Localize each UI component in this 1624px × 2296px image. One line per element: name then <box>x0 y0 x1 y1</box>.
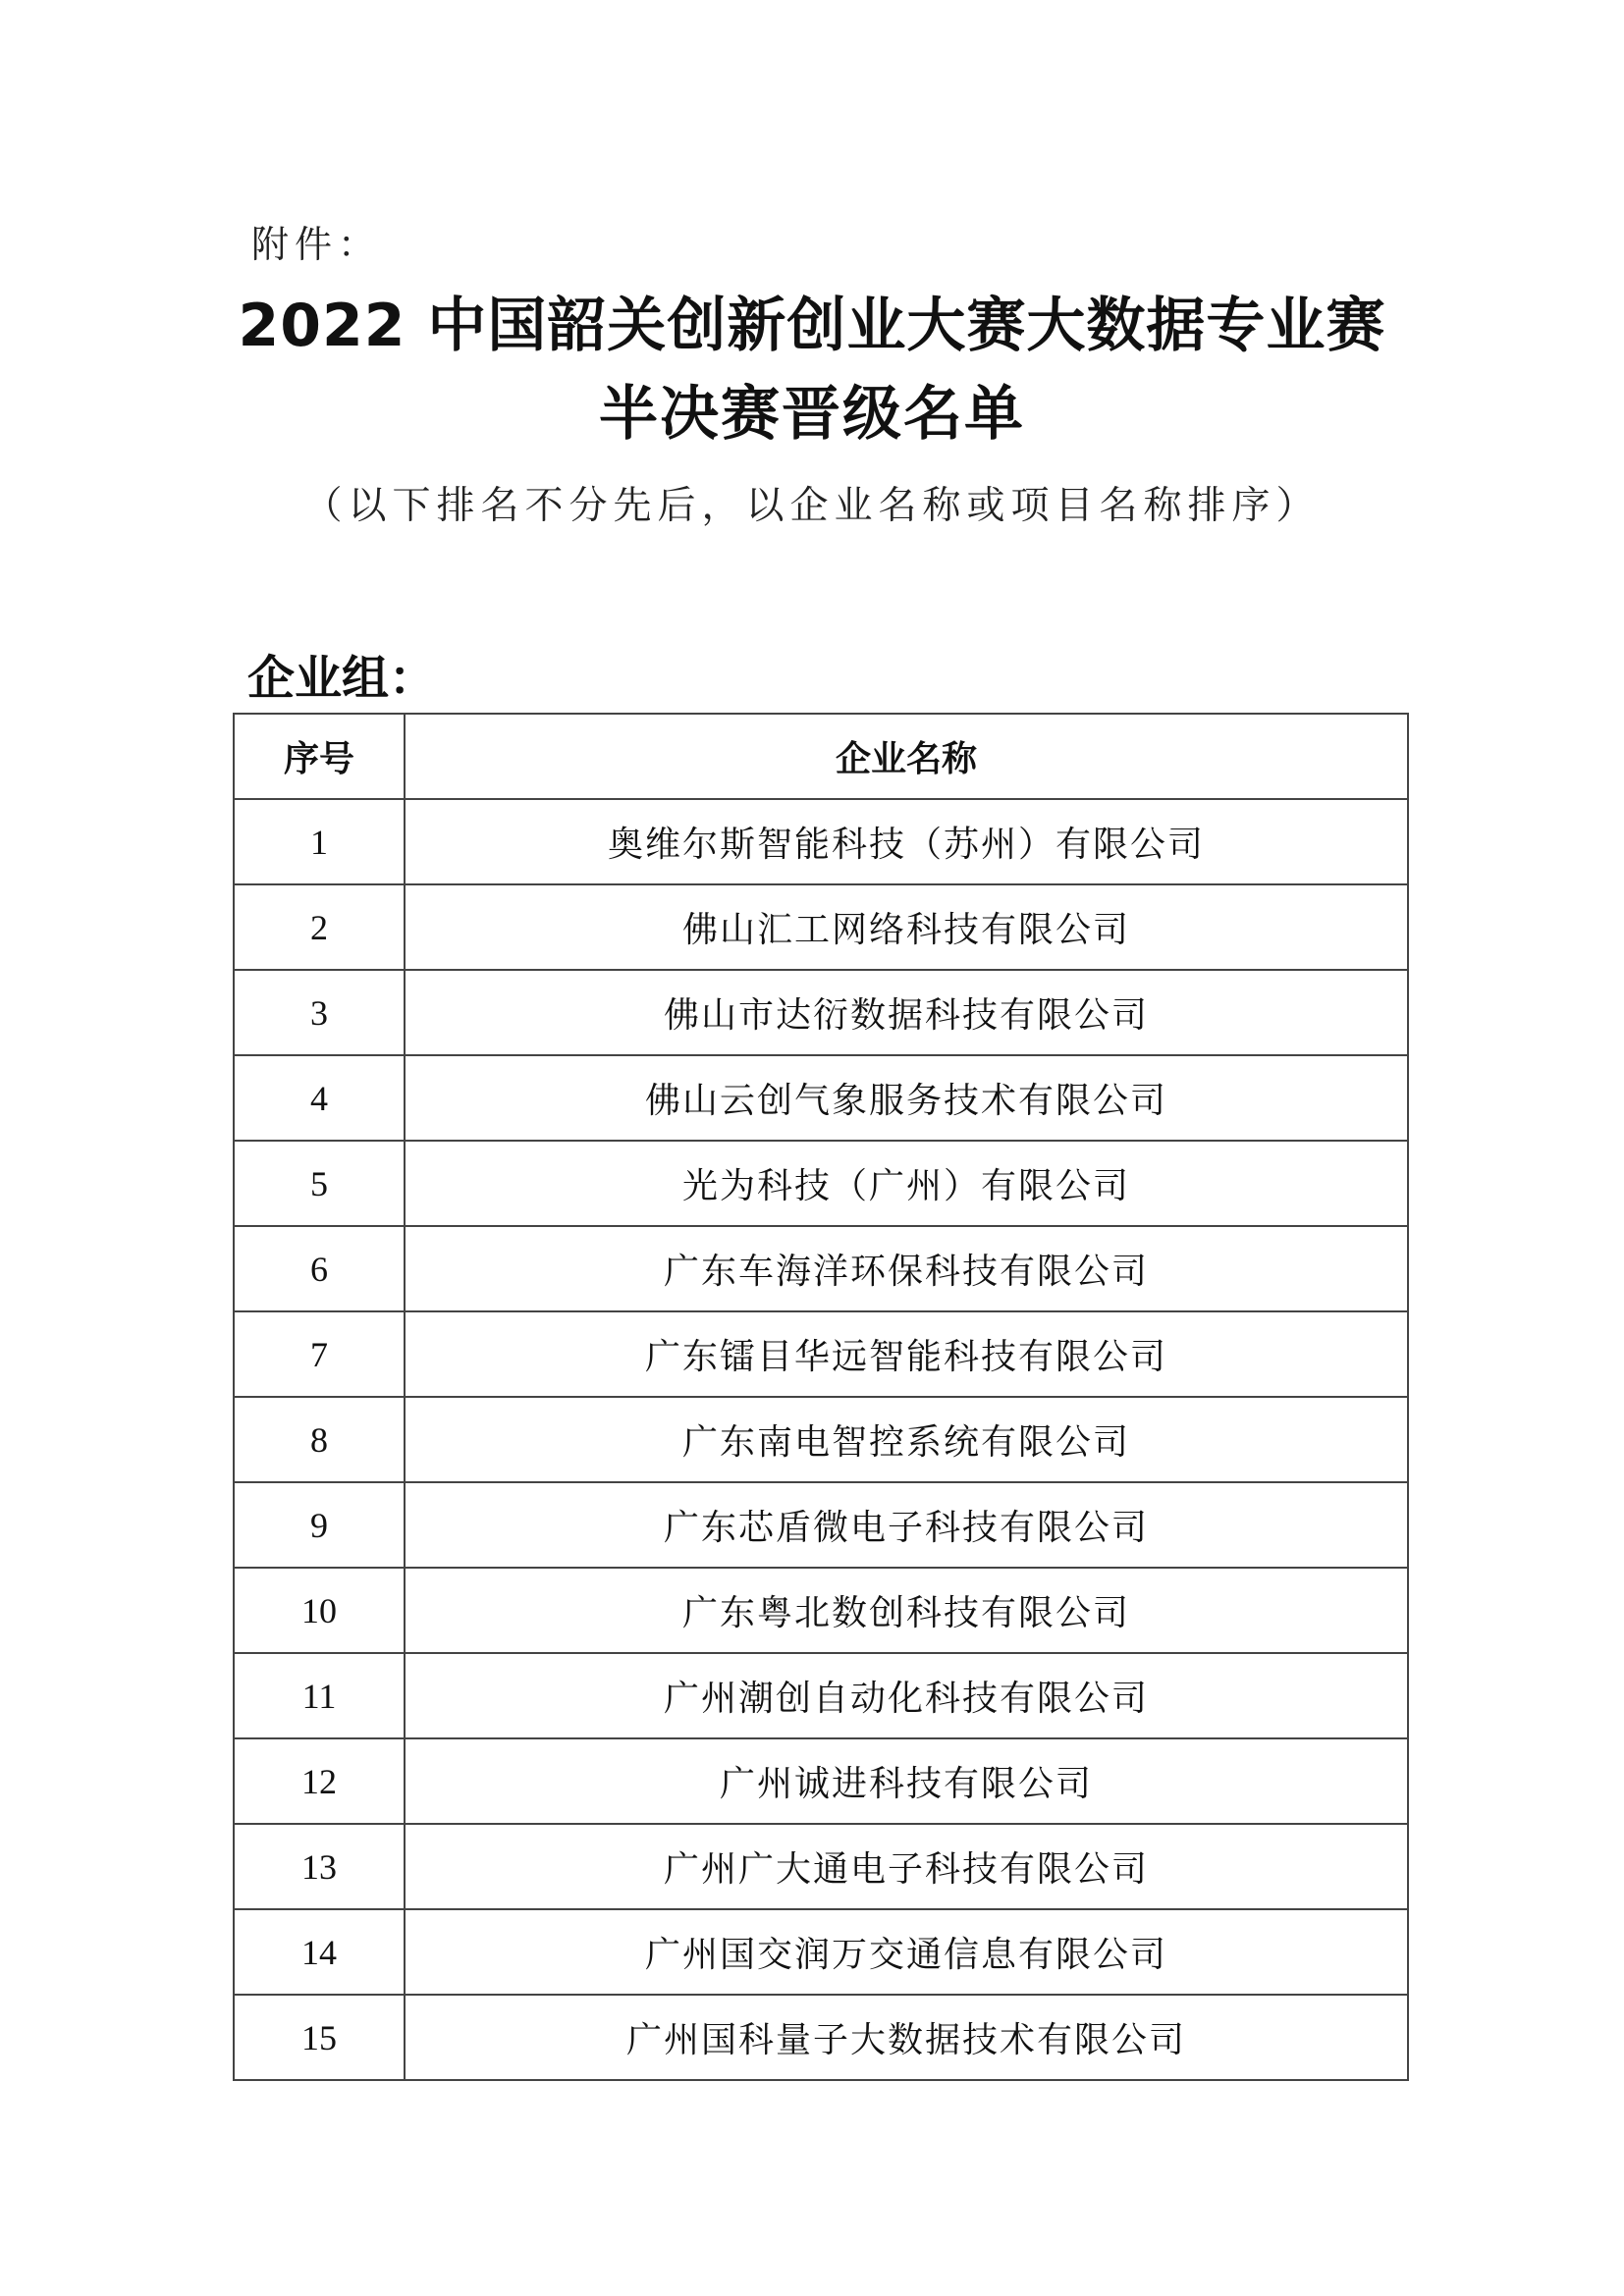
page-title-line2: 半决赛晋级名单 <box>599 380 1025 449</box>
table-row <box>234 1141 1408 1226</box>
column-header-company: 企业名称 <box>405 714 1408 799</box>
company-name: 佛山云创气象服务技术有限公司 <box>405 1055 1408 1141</box>
company-name: 广州诚进科技有限公司 <box>405 1738 1408 1824</box>
company-table <box>233 713 1409 2081</box>
company-name: 广东芯盾微电子科技有限公司 <box>405 1482 1408 1568</box>
row-index: 7 <box>234 1311 405 1397</box>
row-index: 9 <box>234 1482 405 1568</box>
row-index: 14 <box>234 1909 405 1995</box>
company-name: 佛山市达衍数据科技有限公司 <box>405 970 1408 1055</box>
page-title: 2022 中国韶关创新创业大赛大数据专业赛 <box>238 292 1386 360</box>
company-name: 广州广大通电子科技有限公司 <box>405 1824 1408 1909</box>
company-name: 广东南电智控系统有限公司 <box>405 1397 1408 1482</box>
company-name: 光为科技（广州）有限公司 <box>405 1141 1408 1226</box>
attachment-label: 附件： <box>251 223 382 266</box>
row-index: 1 <box>234 799 405 884</box>
row-index: 13 <box>234 1824 405 1909</box>
table-row <box>234 1311 1408 1397</box>
row-index: 2 <box>234 884 405 970</box>
table-row <box>234 1738 1408 1824</box>
company-name: 佛山汇工网络科技有限公司 <box>405 884 1408 970</box>
table-row <box>234 1824 1408 1909</box>
company-name: 广州国科量子大数据技术有限公司 <box>405 1995 1408 2080</box>
company-name: 广东车海洋环保科技有限公司 <box>405 1226 1408 1311</box>
table-row <box>234 884 1408 970</box>
table-row <box>234 1226 1408 1311</box>
row-index: 5 <box>234 1141 405 1226</box>
table-row <box>234 799 1408 884</box>
table-row <box>234 1568 1408 1653</box>
table-row <box>234 1909 1408 1995</box>
company-name: 奥维尔斯智能科技（苏州）有限公司 <box>405 799 1408 884</box>
row-index: 11 <box>234 1653 405 1738</box>
table-row <box>234 970 1408 1055</box>
table-row <box>234 1397 1408 1482</box>
table-row <box>234 1482 1408 1568</box>
row-index: 6 <box>234 1226 405 1311</box>
section-heading: 企业组： <box>247 651 437 706</box>
column-header-index: 序号 <box>234 714 405 799</box>
company-name: 广东镭目华远智能科技有限公司 <box>405 1311 1408 1397</box>
table-row <box>234 1995 1408 2080</box>
row-index: 8 <box>234 1397 405 1482</box>
row-index: 3 <box>234 970 405 1055</box>
row-index: 4 <box>234 1055 405 1141</box>
row-index: 15 <box>234 1995 405 2080</box>
subtitle-note: （以下排名不分先后，以企业名称或项目名称排序） <box>303 484 1321 528</box>
row-index: 10 <box>234 1568 405 1653</box>
company-name: 广州潮创自动化科技有限公司 <box>405 1653 1408 1738</box>
table-header-row <box>234 714 1408 799</box>
row-index: 12 <box>234 1738 405 1824</box>
table-row <box>234 1055 1408 1141</box>
company-name: 广东粤北数创科技有限公司 <box>405 1568 1408 1653</box>
table-row <box>234 1653 1408 1738</box>
company-name: 广州国交润万交通信息有限公司 <box>405 1909 1408 1995</box>
